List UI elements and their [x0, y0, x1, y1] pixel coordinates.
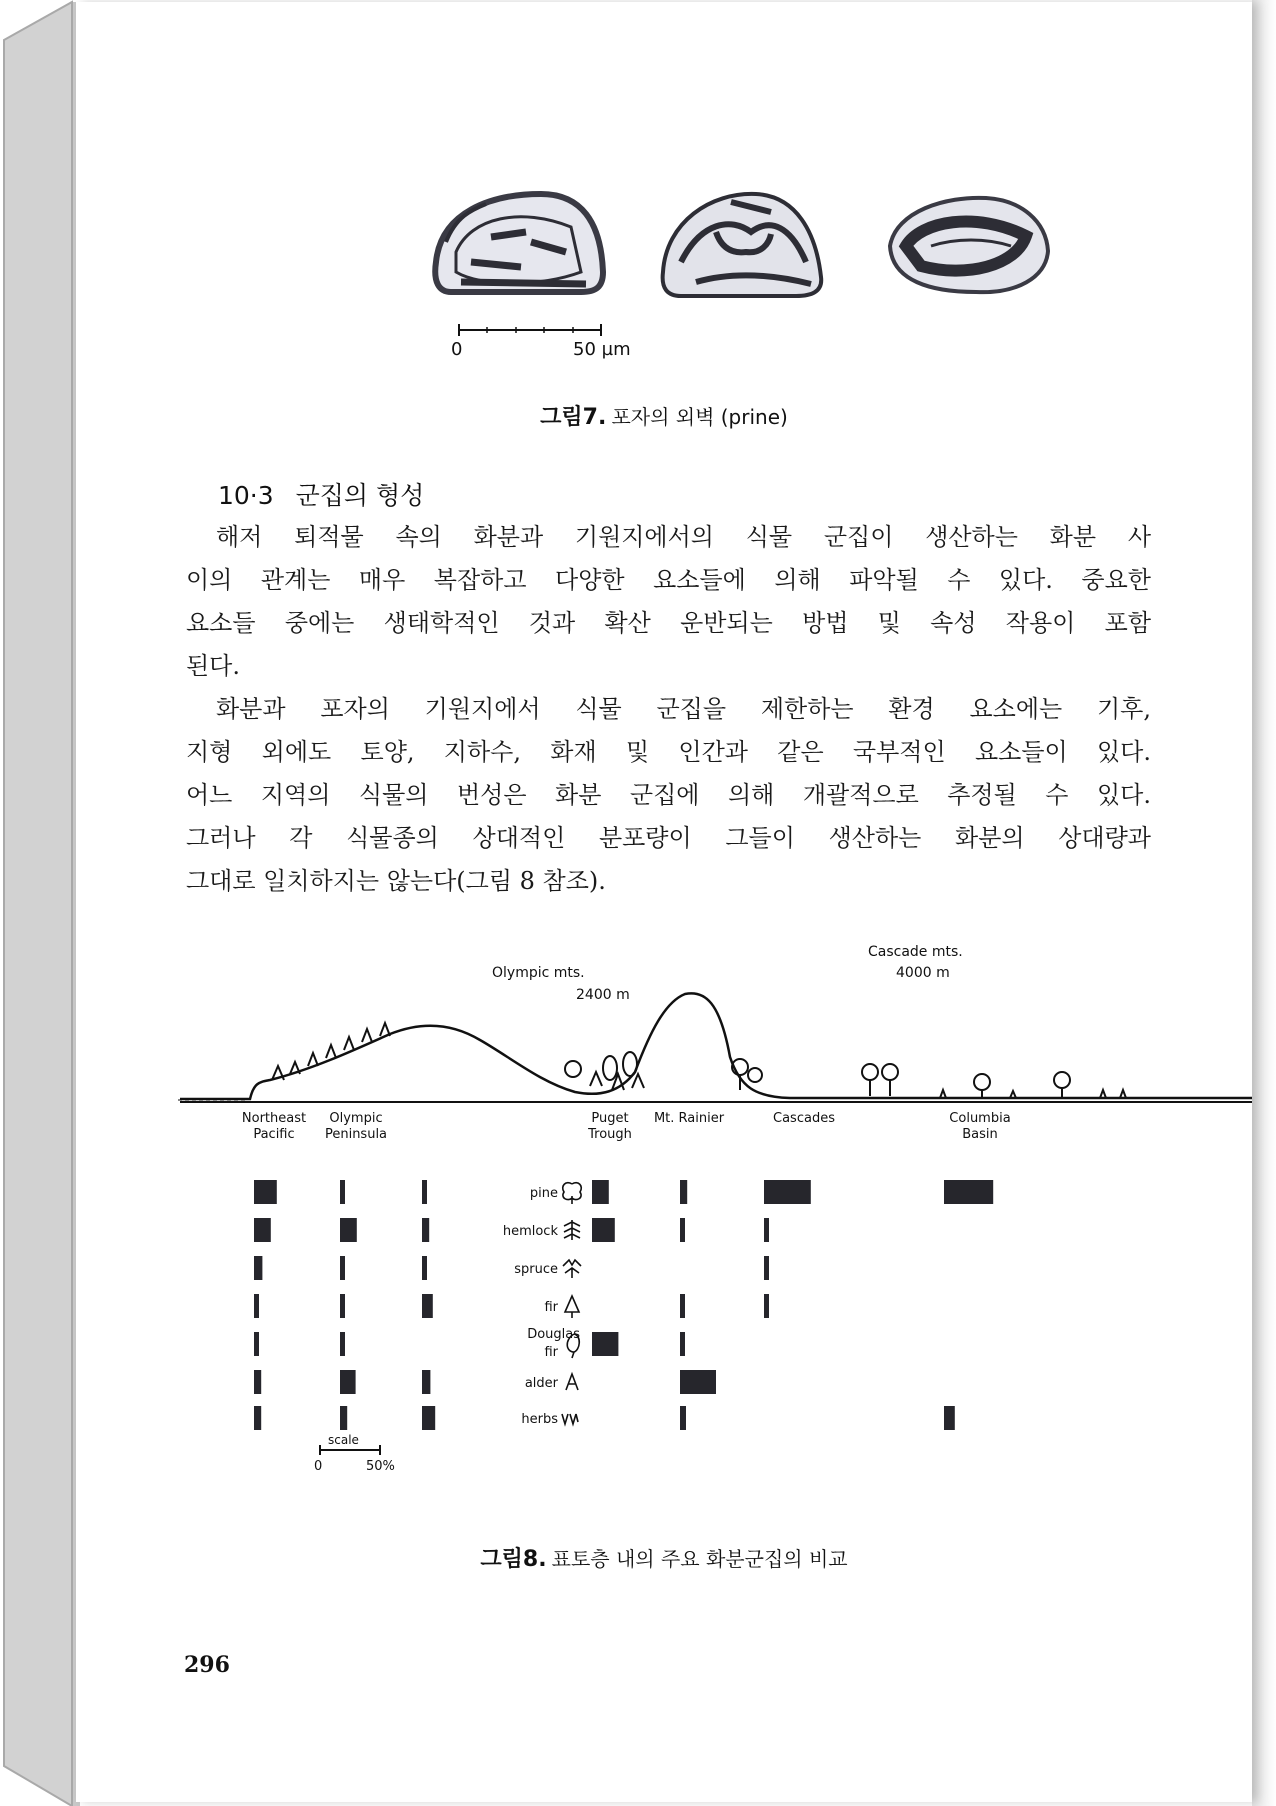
- site-label: Northeast Pacific: [241, 1111, 307, 1142]
- pollen-bar: [680, 1218, 685, 1242]
- book-page: [76, 2, 1252, 1802]
- pollen-bar: [422, 1370, 430, 1394]
- pollen-bar: [592, 1180, 609, 1204]
- pollen-bar: [340, 1332, 345, 1356]
- site-label: Mt. Rainier: [653, 1111, 725, 1126]
- taxon-icon: [562, 1414, 578, 1424]
- text-line: 요소들 중에는 생태학적인 것과 확산 운반되는 방법 및 속성 작용이 포함: [186, 609, 1151, 637]
- taxon-label: spruce: [514, 1262, 558, 1277]
- taxon-icon: [563, 1183, 582, 1204]
- pollen-bar: [422, 1294, 433, 1318]
- site-label: Cascades: [773, 1111, 835, 1126]
- olympic-elevation-label: 2400 m: [576, 987, 630, 1003]
- figure-7-label: 그림7.: [540, 405, 607, 430]
- taxon-label: fir: [544, 1300, 558, 1315]
- percent-scale-max: 50%: [366, 1459, 395, 1474]
- pollen-bar: [764, 1256, 769, 1280]
- section-heading: [218, 476, 424, 512]
- taxon-icon: [565, 1296, 579, 1318]
- cascade-elevation-label: 4000 m: [896, 965, 950, 981]
- taxon-labels: [503, 1183, 581, 1427]
- page-number: 296: [184, 1652, 230, 1678]
- pollen-bar: [340, 1256, 345, 1280]
- taxon-label: Douglas fir: [527, 1327, 580, 1360]
- pollen-bar: [592, 1332, 618, 1356]
- pollen-bar: [422, 1256, 427, 1280]
- pollen-bar: [340, 1180, 345, 1204]
- cascade-mts-label: Cascade mts.: [868, 944, 963, 960]
- pollen-bar: [254, 1256, 262, 1280]
- taxon-icon: [564, 1220, 580, 1240]
- scale-50-label: 50 µm: [573, 339, 631, 360]
- taxon-label: herbs: [521, 1412, 558, 1427]
- pollen-bar: [764, 1294, 769, 1318]
- landscape-profile: [178, 944, 1252, 1102]
- site-label: Puget Trough: [588, 1111, 632, 1142]
- spore-image-1: [435, 194, 603, 292]
- section-number: 10·3: [218, 481, 274, 510]
- pollen-bar: [340, 1294, 345, 1318]
- pollen-bar: [422, 1406, 435, 1430]
- pollen-bar: [680, 1294, 685, 1318]
- text-line: 화분과 포자의 기원지에서 식물 군집을 제한하는 환경 요소에는 기후,: [216, 695, 1151, 723]
- pollen-bar: [422, 1218, 429, 1242]
- figure-8-text: 표토층 내의 주요 화분군집의 비교: [551, 1547, 848, 1571]
- percent-scale: [314, 1433, 395, 1474]
- pollen-bar: [254, 1294, 259, 1318]
- olympic-mts-label: Olympic mts.: [492, 965, 585, 981]
- site-labels: [242, 1111, 1011, 1142]
- pollen-bar: [764, 1180, 811, 1204]
- pollen-comparison-figure: [180, 944, 1252, 1492]
- text-line: 어느 지역의 식물의 번성은 화분 군집에 의해 개괄적으로 추정될 수 있다.: [186, 781, 1151, 809]
- taxon-icon: [563, 1260, 581, 1278]
- taxon-label: hemlock: [502, 1224, 558, 1239]
- pollen-bar: [944, 1406, 955, 1430]
- pollen-bar: [680, 1370, 716, 1394]
- text-line: 그대로 일치하지는 않는다(그림 8 참조).: [186, 867, 606, 895]
- percent-scale-title: scale: [328, 1433, 359, 1447]
- text-line: 해저 퇴적물 속의 화분과 기원지에서의 식물 군집이 생산하는 화분 사: [216, 523, 1151, 551]
- pollen-bar: [254, 1218, 271, 1242]
- body-text: [186, 516, 1151, 903]
- pollen-bar: [340, 1370, 356, 1394]
- pollen-bar: [944, 1180, 993, 1204]
- pollen-bar: [254, 1180, 277, 1204]
- paragraph-2: [186, 688, 1151, 903]
- figure-7-text: 포자의 외벽 (prine): [611, 405, 788, 429]
- site-label: Columbia Basin: [949, 1111, 1011, 1142]
- figure-8-label: 그림8.: [480, 1547, 547, 1572]
- pollen-bar: [340, 1406, 347, 1430]
- micron-scale-bar: [451, 324, 631, 360]
- pollen-bar: [254, 1370, 261, 1394]
- figure-8-caption: [76, 1542, 1252, 1573]
- pollen-bar: [764, 1218, 769, 1242]
- taxon-label: pine: [529, 1186, 558, 1201]
- book-spine: [0, 0, 80, 1806]
- scale-zero-label: 0: [451, 339, 463, 360]
- pollen-bar: [592, 1218, 615, 1242]
- pollen-bar: [254, 1332, 259, 1356]
- text-line: 이의 관계는 매우 복잡하고 다양한 요소들에 의해 파악될 수 있다. 중요한: [186, 566, 1151, 594]
- text-line: 지형 외에도 토양, 지하수, 화재 및 인간과 같은 국부적인 요소들이 있다.: [186, 738, 1151, 766]
- text-line: 그러나 각 식물종의 상대적인 분포량이 그들이 생산하는 화분의 상대량과: [186, 824, 1151, 852]
- pollen-bar: [422, 1180, 427, 1204]
- pollen-bar: [340, 1218, 357, 1242]
- section-title: 군집의 형성: [295, 481, 425, 510]
- figure-7-caption: [76, 400, 1252, 431]
- spore-image-2: [663, 194, 822, 296]
- text-line: 된다.: [186, 652, 240, 680]
- pollen-bar: [254, 1406, 261, 1430]
- pollen-bars: [254, 1180, 993, 1430]
- site-label: Olympic Peninsula: [324, 1111, 388, 1142]
- taxon-icon: [566, 1374, 578, 1390]
- pollen-bar: [680, 1180, 687, 1204]
- pollen-bar: [680, 1332, 685, 1356]
- spore-image-3: [890, 198, 1048, 292]
- pollen-bar: [680, 1406, 686, 1430]
- spore-figure: [431, 192, 1081, 367]
- tree-icons: [272, 1023, 1126, 1098]
- percent-scale-zero: 0: [314, 1459, 323, 1474]
- taxon-label: alder: [524, 1376, 558, 1391]
- page-edge-shadow: [1252, 0, 1276, 1806]
- paragraph-1: [186, 516, 1151, 688]
